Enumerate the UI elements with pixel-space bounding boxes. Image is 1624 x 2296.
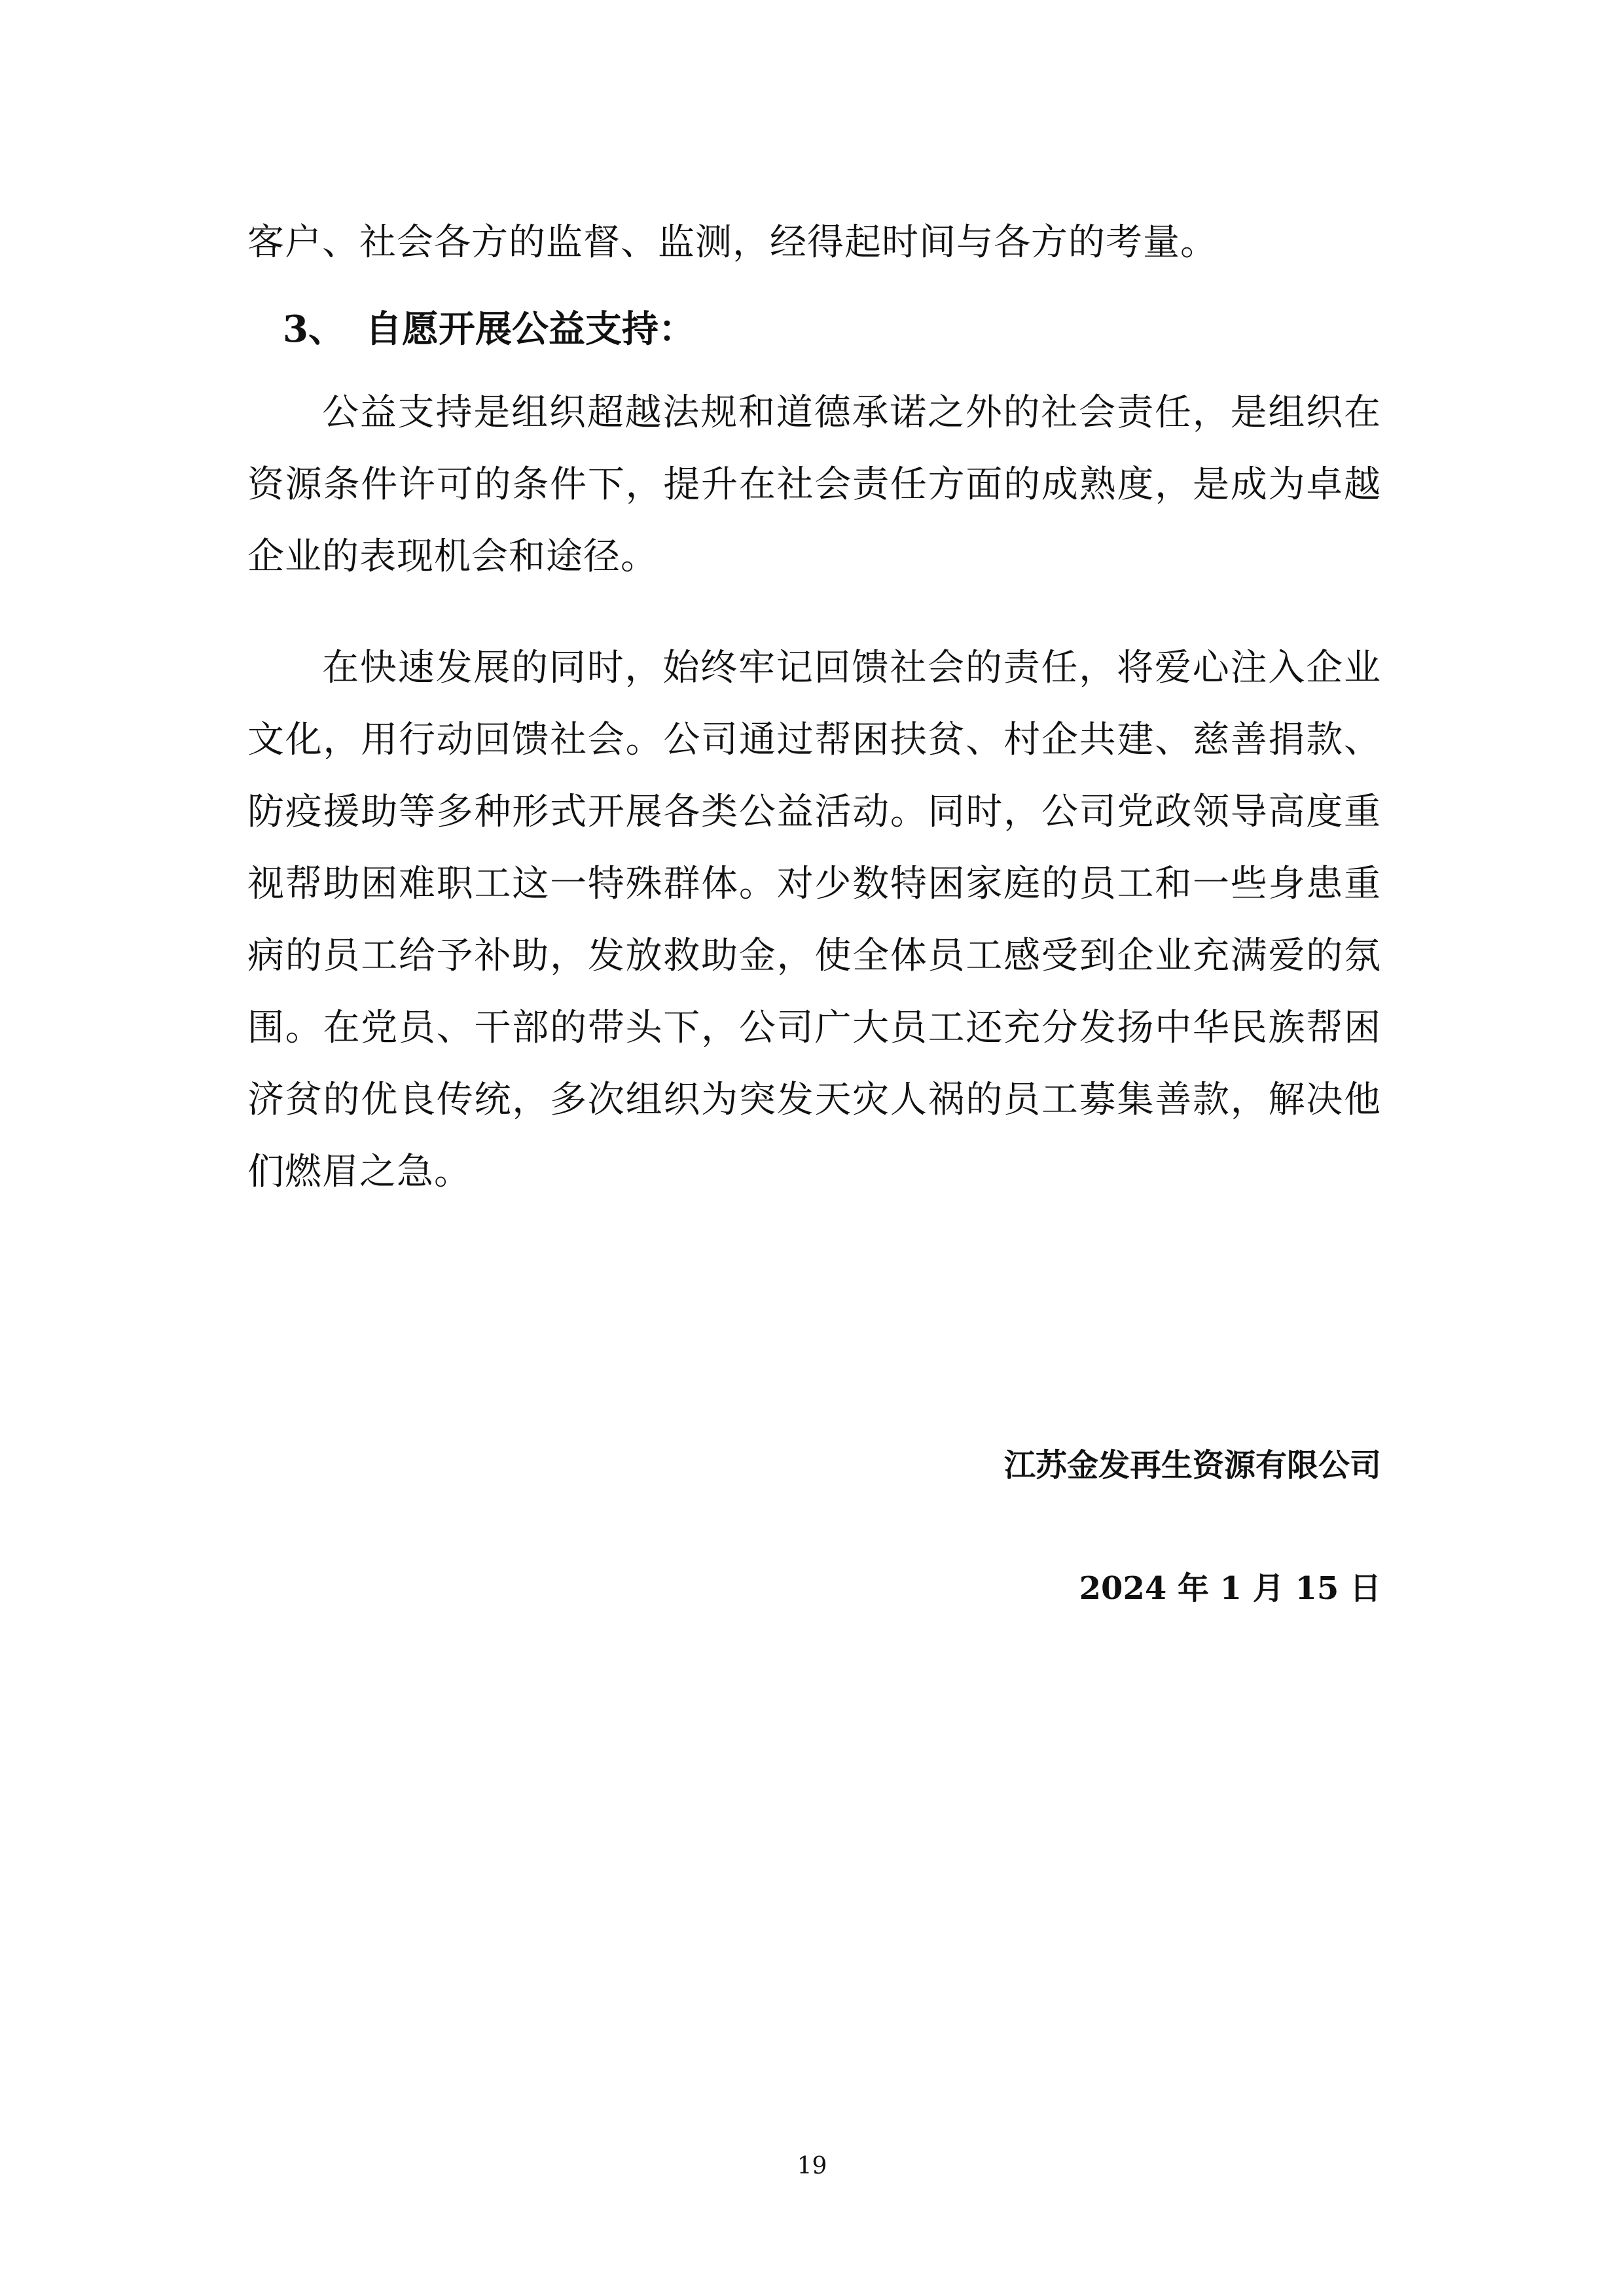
signature-company: 江苏金发再生资源有限公司 [1003, 1447, 1381, 1484]
signature-date: 2024 年 1 月 15 日 [1079, 1570, 1381, 1607]
section-heading [283, 300, 695, 359]
continuation-paragraph: 客户、社会各方的监督、监测，经得起时间与各方的考量。 [247, 221, 1218, 264]
paragraph-public-welfare-activities: 在快速发展的同时，始终牢记回馈社会的责任，将爱心注入企业文化，用行动回馈社会。公司通过帮困扶贫、村企共建、慈善捐款、防疫援助等多种形式开展各类公益活动。同时，公司党政领导高度重视帮助困难职工这一特殊群体。对少数特困家庭的员工和一些身患重病的员工给予补助，发放救助金，使全体员工感受到企业充满爱的氛围。在党员、干部的带头下，公司广大员工还充分发扬中华民族帮困济贫的优良传统，多次组织为突发天灾人祸的员工募集善款，解决他们燃眉之急。 [247, 647, 1381, 1193]
section-number: 3、 [283, 308, 345, 351]
page-number: 19 [797, 2153, 827, 2179]
section-title: 自愿开展公益支持： [365, 308, 695, 351]
paragraph-public-welfare-definition: 公益支持是组织超越法规和道德承诺之外的社会责任，是组织在资源条件许可的条件下，提升在社会责任方面的成熟度，是成为卓越企业的表现机会和途径。 [247, 391, 1381, 578]
